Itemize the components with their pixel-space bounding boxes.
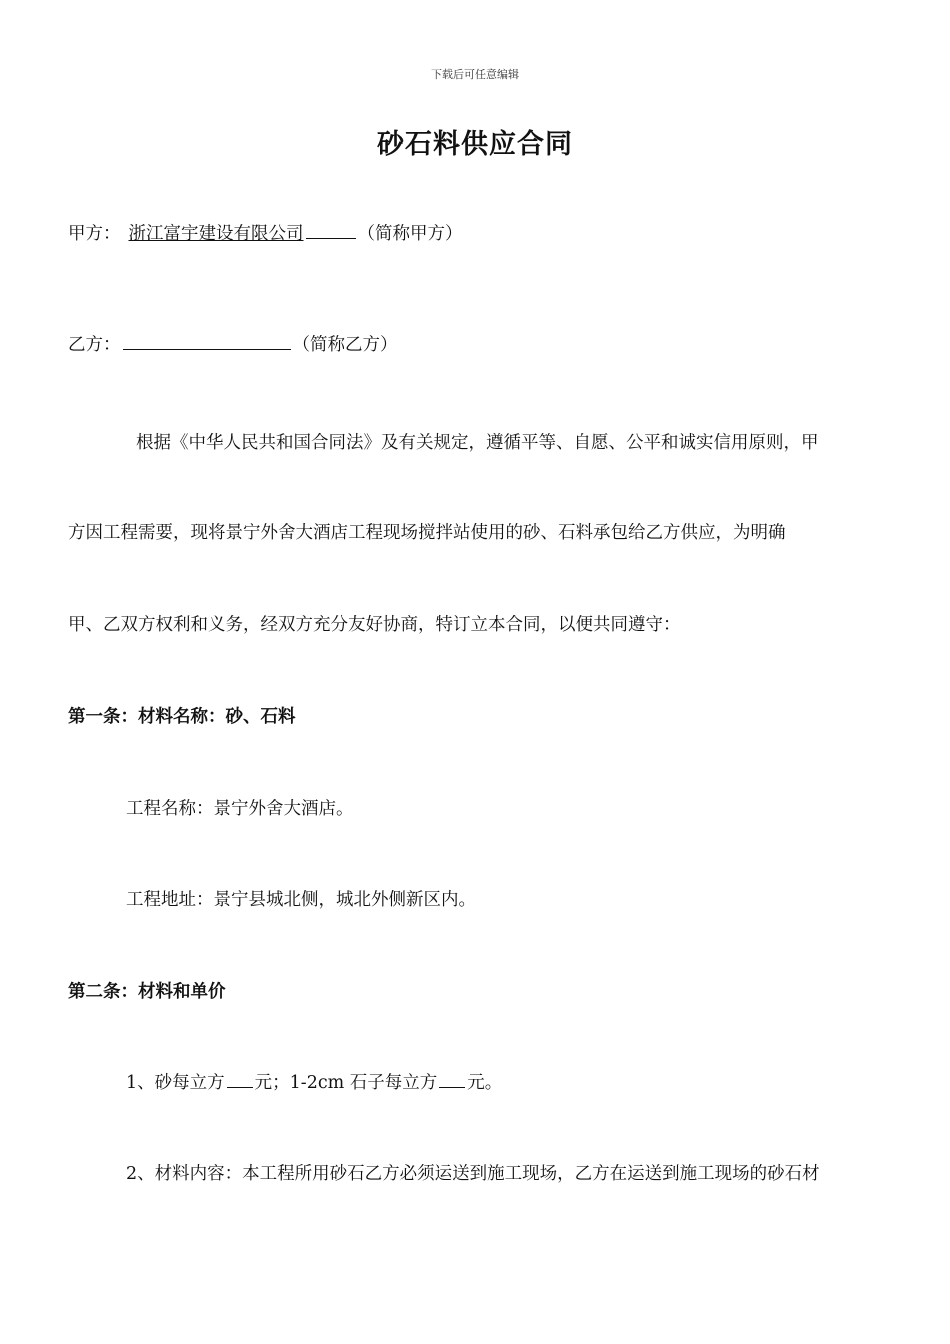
- item-1-part-3: 元。: [467, 1073, 503, 1093]
- party-a-label: 甲方：: [68, 224, 121, 244]
- item-1-part-2: 元；1-2cm 石子每立方: [254, 1073, 438, 1093]
- project-address: 工程地址：景宁县城北侧，城北外侧新区内。: [126, 890, 476, 910]
- page-title: 砂石料供应合同: [377, 129, 573, 160]
- party-b-blank: [123, 348, 291, 350]
- party-a-blank: [306, 237, 356, 239]
- party-a-line: [68, 220, 463, 245]
- party-b-label: 乙方：: [68, 335, 121, 355]
- article-2-heading: 第二条：材料和单价: [68, 982, 226, 1002]
- party-a-suffix: （简称甲方）: [357, 224, 463, 244]
- sand-price-blank: [227, 1086, 253, 1088]
- party-a-name: 浙江富宇建设有限公司: [128, 224, 304, 244]
- article-1-heading: 第一条：材料名称：砂、石料: [68, 707, 296, 727]
- stone-price-blank: [439, 1086, 465, 1088]
- preamble-line-2: 方因工程需要，现将景宁外舍大酒店工程现场搅拌站使用的砂、石料承包给乙方供应，为明确: [68, 523, 786, 543]
- item-1-part-1: 1、砂每立方: [126, 1073, 225, 1093]
- project-name: 工程名称：景宁外舍大酒店。: [126, 799, 354, 819]
- preamble-line-3: 甲、乙双方权利和义务，经双方充分友好协商，特订立本合同，以便共同遵守：: [68, 615, 681, 635]
- header-note: 下载后可任意编辑: [431, 68, 519, 81]
- preamble-line-1: 根据《中华人民共和国合同法》及有关规定，遵循平等、自愿、公平和诚实信用原则，甲: [136, 433, 819, 453]
- party-b-line: [68, 331, 398, 356]
- party-b-suffix: （简称乙方）: [292, 335, 398, 355]
- article-2-item-2: 2、材料内容：本工程所用砂石乙方必须运送到施工现场，乙方在运送到施工现场的砂石材: [126, 1164, 820, 1184]
- article-2-item-1: [126, 1069, 502, 1094]
